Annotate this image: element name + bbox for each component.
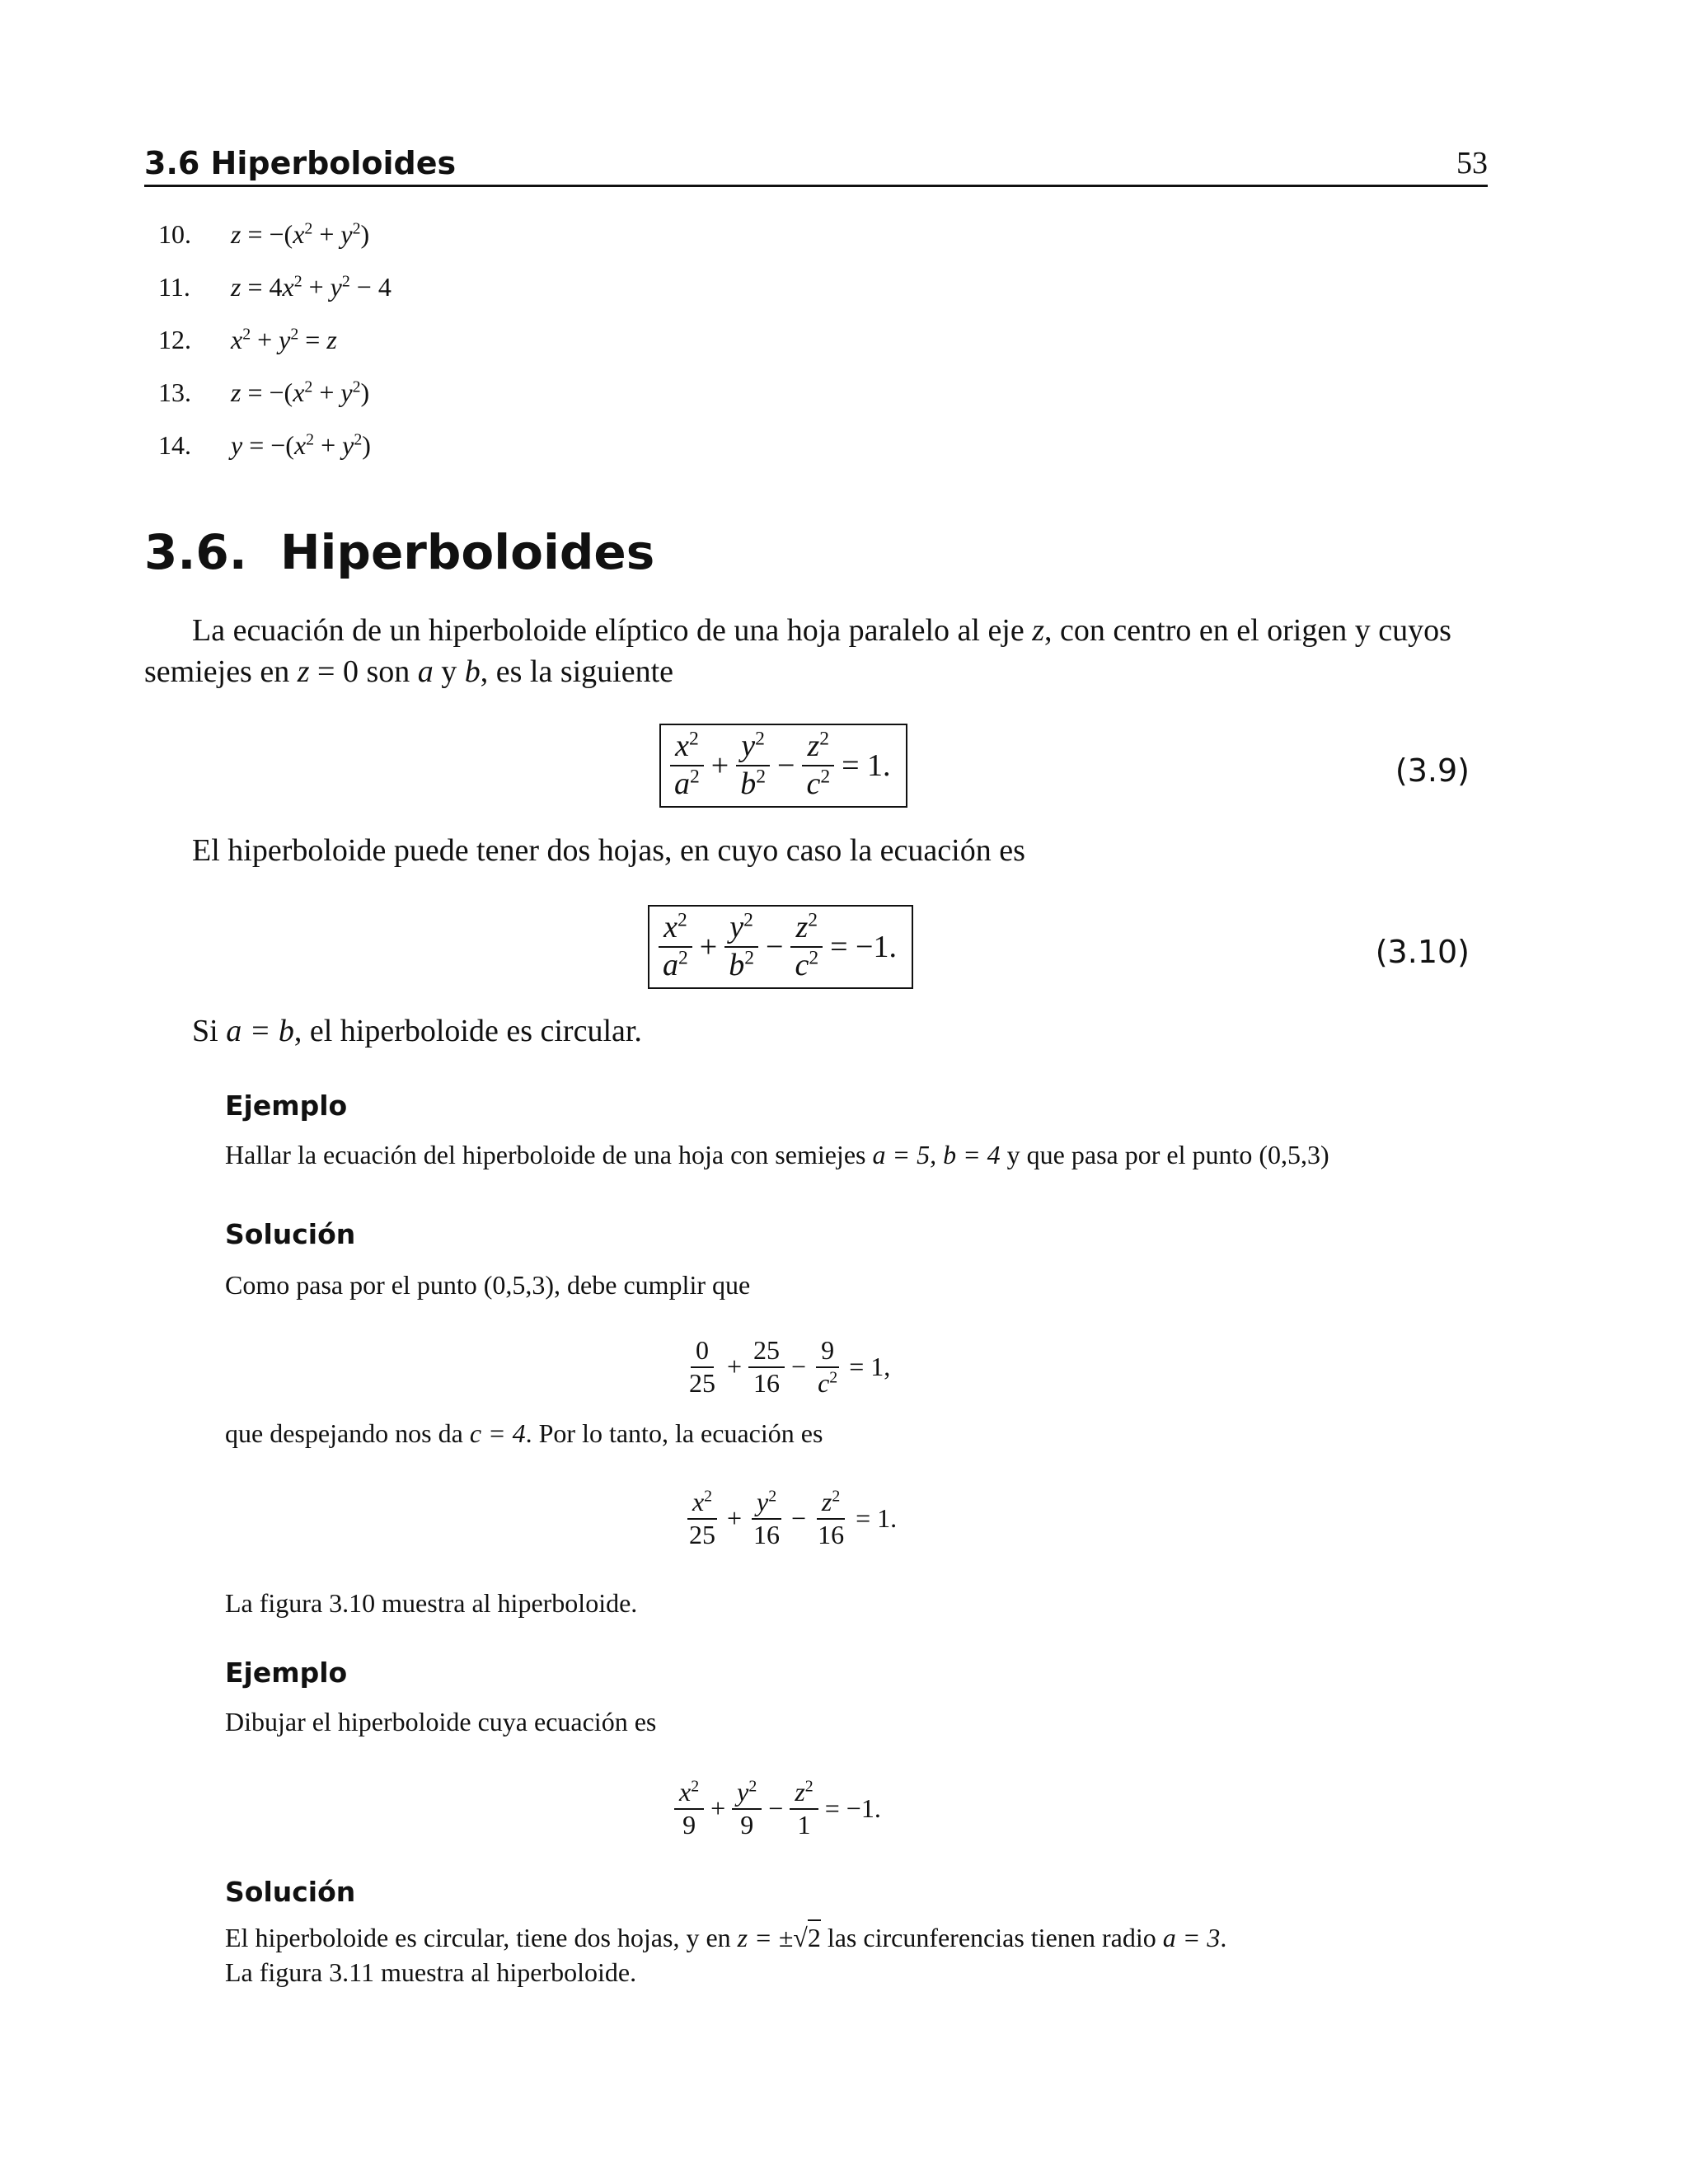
list-item	[158, 430, 371, 461]
list-item	[158, 272, 392, 302]
fraction: $\frac{z^2}{c^2}$	[790, 912, 823, 982]
equation-3-9-box: $\frac{x^2}{a^2}$ + $\frac{y^2}{b^2}$ − $\frac{z^2}{c^2}$ = 1.	[659, 724, 907, 808]
solution-equation: $\frac{x^2}{25}$ + $\frac{y^2}{16}$ − $\frac{z^2}{16}$ = 1.	[684, 1488, 903, 1549]
fraction: $\frac{z^2}{c^2}$	[801, 730, 835, 801]
fraction: $\frac{y^2}{b^2}$	[735, 730, 771, 801]
fraction: $\frac{x^2}{a^2}$	[669, 730, 705, 801]
solution-text: El hiperboloide es circular, tiene dos hojas, y en z = ±√2 las circunferencias tienen radio a = 3. La figura 3.11 muestra al hiperboloide.	[225, 1920, 1420, 1990]
solution-text: Como pasa por el punto (0,5,3), debe cumplir que	[225, 1270, 751, 1300]
example-heading: Ejemplo	[225, 1090, 348, 1122]
list-number: 13.	[158, 377, 191, 407]
running-header	[144, 145, 1488, 187]
equation-rhs: = 1.	[842, 748, 891, 783]
fraction: $\frac{y^2}{b^2}$	[724, 912, 759, 982]
fraction: $\frac{x^2}{a^2}$	[658, 912, 693, 982]
solution-text: La figura 3.10 muestra al hiperboloide.	[225, 1588, 638, 1618]
example-statement: Dibujar el hiperboloide cuya ecuación es	[225, 1707, 657, 1736]
list-number: 14.	[158, 430, 191, 460]
list-equation: $z = 4x^2 + y^2 - 4$	[231, 272, 392, 302]
list-number: 12.	[158, 325, 191, 354]
list-equation: $y = -(x^2 + y^2)$	[231, 430, 371, 460]
running-title: 3.6 Hiperboloides	[144, 145, 457, 181]
section-number: 3.6.	[144, 524, 247, 580]
example-heading: Ejemplo	[225, 1657, 348, 1689]
example-equation: $\frac{x^2}{9}$ + $\frac{y^2}{9}$ − $\frac{z^2}{1}$ = −1.	[674, 1779, 888, 1839]
list-item	[158, 219, 369, 250]
solution-text: que despejando nos da c = 4. Por lo tanto, la ecuación es	[225, 1418, 823, 1448]
example-statement: Hallar la ecuación del hiperboloide de una hoja con semiejes a = 5, b = 4 y que pasa por el punto (0,5,3)	[225, 1140, 1329, 1169]
paragraph: Si a = b, el hiperboloide es circular.	[192, 1014, 642, 1048]
paragraph: El hiperboloide puede tener dos hojas, en cuyo caso la ecuación es	[192, 833, 1025, 868]
list-number: 10.	[158, 219, 191, 249]
section-heading	[144, 524, 654, 580]
solution-heading: Solución	[225, 1876, 356, 1908]
list-equation: $z = -(x^2 + y^2)$	[231, 219, 370, 249]
list-equation: $x^2 + y^2 = z$	[231, 325, 337, 354]
list-item	[158, 325, 337, 355]
equation-rhs: = −1.	[830, 929, 897, 964]
page-number: 53	[1456, 146, 1488, 180]
solution-heading: Solución	[225, 1218, 356, 1250]
equation-number: (3.10)	[1375, 934, 1470, 970]
equation-3-10-box: $\frac{x^2}{a^2}$ + $\frac{y^2}{b^2}$ − $\frac{z^2}{c^2}$ = −1.	[648, 905, 913, 989]
solution-equation: $\frac{0}{25}$ + $\frac{25}{16}$ − $\frac{9}{c^2}$ = 1,	[689, 1335, 891, 1398]
section-title: Hiperboloides	[280, 524, 655, 580]
list-number: 11.	[158, 272, 190, 302]
intro-paragraph: La ecuación de un hiperboloide elíptico de una hoja paralelo al eje z, con centro en el origen y cuyos semiejes en z = 0 son a y b, es la siguiente	[144, 613, 1451, 689]
list-equation: $z = -(x^2 + y^2)$	[231, 377, 370, 407]
equation-number: (3.9)	[1395, 752, 1470, 789]
list-item	[158, 377, 369, 408]
